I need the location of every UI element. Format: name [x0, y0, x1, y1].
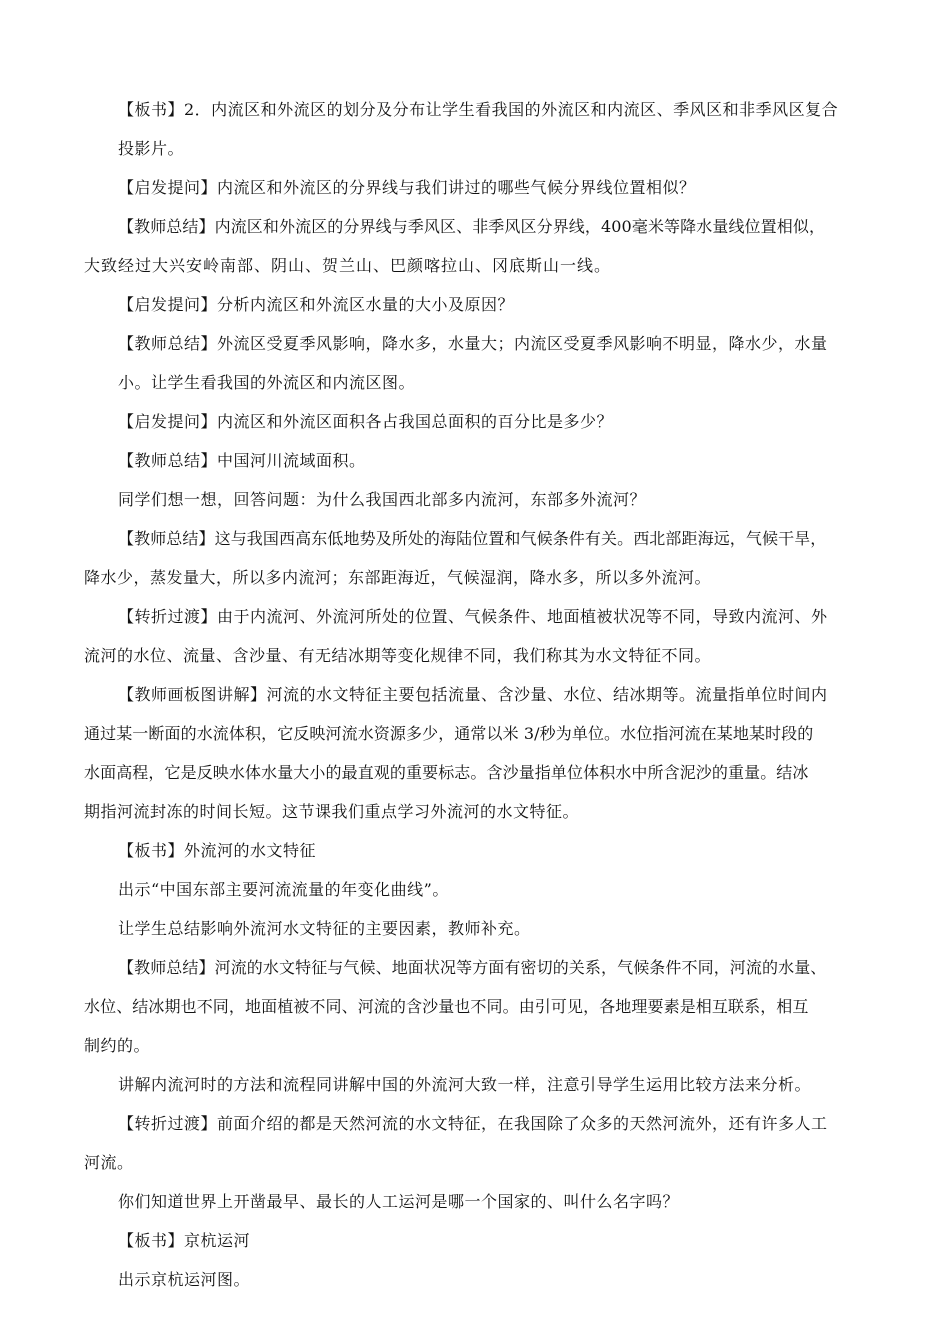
paragraph-line-20: 【板书】外流河的水文特征	[118, 841, 317, 860]
paragraph-line-10: 【教师总结】中国河川流域面积。	[118, 451, 366, 470]
paragraph-line-3: 【启发提问】内流区和外流区的分界线与我们讲过的哪些气候分界线位置相似？	[118, 178, 696, 197]
paragraph-line-5: 大致经过大兴安岭南部、阴山、贺兰山、巴颜喀拉山、冈底斯山一线。	[84, 256, 612, 275]
paragraph-line-24: 水位、结冰期也不同，地面植被不同、河流的含沙量也不同。由引可见，各地理要素是相互联系，相互	[84, 997, 809, 1016]
paragraph-line-4: 【教师总结】内流区和外流区的分界线与季风区、非季风区分界线，400毫米等降水量线位置相似，	[118, 217, 826, 236]
paragraph-line-12: 【教师总结】这与我国西高东低地势及所处的海陆位置和气候条件有关。西北部距海远，气候干旱，	[118, 529, 827, 548]
paragraph-line-18: 水面高程，它是反映水体水量大小的最直观的重要标志。含沙量指单位体积水中所含泥沙的重量。结冰	[84, 763, 809, 782]
paragraph-line-28: 河流。	[84, 1153, 134, 1172]
paragraph-line-11: 同学们想一想，回答问题：为什么我国西北部多内流河，东部多外流河？	[118, 490, 647, 509]
paragraph-line-2: 投影片。	[118, 139, 185, 158]
paragraph-line-19: 期指河流封冻的时间长短。这节课我们重点学习外流河的水文特征。	[84, 802, 580, 821]
paragraph-line-6: 【启发提问】分析内流区和外流区水量的大小及原因？	[118, 295, 515, 314]
paragraph-line-17: 通过某一断面的水流体积，它反映河流水资源多少，通常以米 3/秒为单位。水位指河流在某地某时段的	[84, 724, 814, 743]
paragraph-line-13: 降水少，蒸发量大，所以多内流河；东部距海近，气候湿润，降水多，所以多外流河。	[84, 568, 712, 587]
paragraph-line-9: 【启发提问】内流区和外流区面积各占我国总面积的百分比是多少？	[118, 412, 614, 431]
paragraph-line-22: 让学生总结影响外流河水文特征的主要因素，教师补充。	[118, 919, 531, 938]
paragraph-line-23: 【教师总结】河流的水文特征与气候、地面状况等方面有密切的关系，气候条件不同，河流的水量、	[118, 958, 827, 977]
paragraph-line-29: 你们知道世界上开凿最早、最长的人工运河是哪一个国家的、叫什么名字吗？	[118, 1192, 680, 1211]
paragraph-line-8: 小。让学生看我国的外流区和内流区图。	[118, 373, 416, 392]
paragraph-line-16: 【教师画板图讲解】河流的水文特征主要包括流量、含沙量、水位、结冰期等。流量指单位时间内	[118, 685, 828, 704]
paragraph-line-7: 【教师总结】外流区受夏季风影响，降水多，水量大；内流区受夏季风影响不明显，降水少，水量	[118, 334, 828, 353]
paragraph-line-27: 【转折过渡】前面介绍的都是天然河流的水文特征，在我国除了众多的天然河流外，还有许多人工	[118, 1114, 828, 1133]
paragraph-line-1: 【板书】2．内流区和外流区的划分及分布让学生看我国的外流区和内流区、季风区和非季风区复合	[118, 100, 839, 119]
paragraph-line-25: 制约的。	[84, 1036, 151, 1055]
paragraph-line-31: 出示京杭运河图。	[118, 1270, 251, 1289]
paragraph-line-26: 讲解内流河时的方法和流程同讲解中国的外流河大致一样，注意引导学生运用比较方法来分析。	[118, 1075, 812, 1094]
paragraph-line-21: 出示“中国东部主要河流流量的年变化曲线”。	[118, 880, 449, 899]
paragraph-line-30: 【板书】京杭运河	[118, 1231, 251, 1250]
paragraph-line-15: 流河的水位、流量、含沙量、有无结冰期等变化规律不同，我们称其为水文特征不同。	[84, 646, 712, 665]
paragraph-line-14: 【转折过渡】由于内流河、外流河所处的位置、气候条件、地面植被状况等不同，导致内流河、外	[118, 607, 828, 626]
